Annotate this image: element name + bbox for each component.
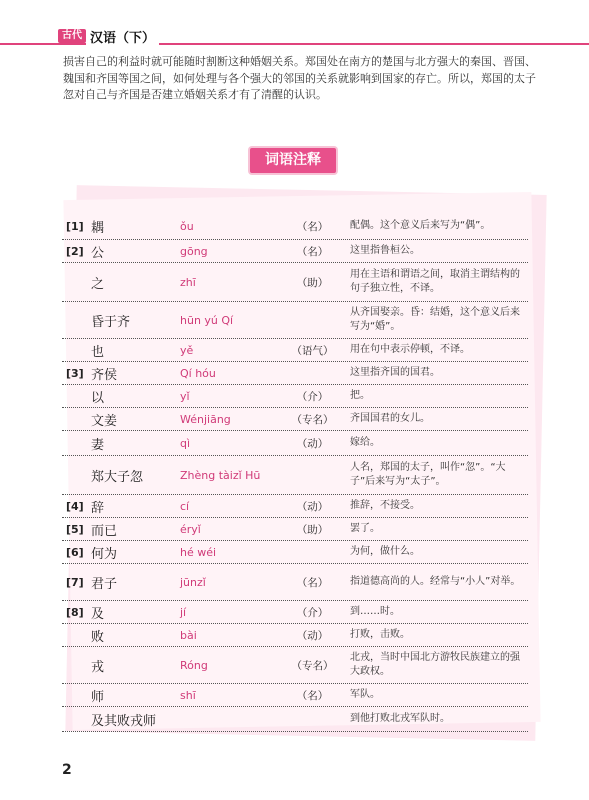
vocab-table [62,213,528,732]
vocab-word: 齐侯 [91,367,118,383]
vocab-row [62,518,528,541]
intro-paragraph [63,54,541,104]
vocab-word: 而已 [91,523,118,539]
vocab-definition: 嫁给。 [350,437,380,448]
vocab-definition: 把。 [350,390,370,401]
intro-line: 损害自己的利益时就可能随时割断这种婚姻关系。郑国处在南方的楚国与北方强大的秦国、晋国、 [63,55,536,68]
vocab-pinyin: qì [180,436,191,450]
vocab-pinyin: bài [180,628,197,642]
vocab-part-of-speech: （名） [296,220,329,233]
vocab-definition: 军队。 [350,689,380,700]
vocab-section-title: 词语注释 [250,148,336,173]
vocab-part-of-speech: （名） [296,245,329,258]
vocab-definition: 这里指鲁桓公。 [350,245,420,256]
vocab-pinyin: zhī [180,275,196,289]
vocab-word: 以 [91,390,105,406]
vocab-part-of-speech: （名） [296,689,329,702]
vocab-definition: 从齐国娶亲。昏：结婚，这个意义后来写为“婚”。 [350,307,520,332]
vocab-number: [6] [66,545,84,559]
vocab-word: 妻 [91,437,105,453]
vocab-number: [7] [66,575,84,589]
vocab-word: 师 [91,689,105,705]
vocab-word: 耦 [91,220,105,236]
running-header [0,30,589,47]
vocab-number: [3] [66,366,84,380]
vocab-pinyin: hūn yú Qí [180,313,234,327]
vocab-number: [1] [66,219,84,233]
vocab-row [62,362,528,385]
vocab-definition: 打败，击败。 [350,629,410,640]
vocab-row [62,408,528,431]
vocab-pinyin: éryǐ [180,522,201,536]
vocab-word: 郑大子忽 [91,469,144,485]
vocab-definition: 为何，做什么。 [350,546,420,557]
vocab-pinyin: yǐ [180,389,190,403]
vocab-word: 君子 [91,576,118,592]
vocab-word: 戎 [91,659,105,675]
vocab-part-of-speech: （介） [296,390,329,403]
vocab-part-of-speech: （专名） [291,659,334,672]
intro-line: 忽对自己与齐国是否建立婚姻关系才有了清醒的认识。 [63,88,327,101]
vocab-part-of-speech: （动） [296,629,329,642]
vocab-pinyin: yě [180,343,194,357]
vocab-row [62,495,528,518]
vocab-pinyin: jūnzǐ [180,575,206,589]
vocab-row [62,456,528,495]
vocab-definition: 这里指齐国的国君。 [350,367,440,378]
header-badge: 古代 [58,29,86,43]
vocab-word: 文姜 [91,413,118,429]
vocab-pinyin: cí [180,499,190,513]
vocab-word: 及 [91,606,105,622]
vocab-word: 辞 [91,500,105,516]
vocab-pinyin: ǒu [180,219,194,233]
intro-line: 魏国和齐国等国之间，如何处理与各个强大的邻国的关系就影响到国家的存亡。所以，郑国的太子 [63,71,536,85]
vocab-definition: 配偶。这个意义后来写为“偶”。 [350,220,491,231]
vocab-word: 何为 [91,546,118,562]
vocab-word: 公 [91,245,105,261]
vocab-word: 昏于齐 [91,314,131,330]
vocab-part-of-speech: （动） [296,437,329,450]
vocab-definition: 人名，郑国的太子，叫作“忽”。“大子”后来写为“太子”。 [350,462,506,487]
vocab-pinyin: Qí hóu [180,366,216,380]
vocab-row [62,684,528,707]
vocab-row [62,263,528,302]
vocab-definition: 齐国国君的女儿。 [350,413,430,424]
header-title: 汉语（下） [86,27,159,46]
vocab-word: 之 [91,276,105,292]
vocab-pinyin: Róng [180,658,208,672]
vocab-number: [5] [66,522,84,536]
vocab-word: 及其败戎师 [91,713,157,729]
vocab-definition: 罢了。 [350,523,380,534]
vocab-pinyin: shī [180,688,196,702]
vocab-row [62,707,528,732]
vocab-part-of-speech: （语气） [291,344,334,357]
vocab-row [62,339,528,362]
vocab-row [62,647,528,684]
vocab-part-of-speech: （专名） [291,413,334,426]
vocab-pinyin: hé wéi [180,545,217,559]
vocab-pinyin: Wénjiāng [180,412,231,426]
vocab-part-of-speech: （介） [296,606,329,619]
vocab-definition: 到他打败北戎军队时。 [350,713,450,724]
vocab-word: 也 [91,344,105,360]
vocab-row [62,302,528,339]
vocab-word: 败 [91,629,105,645]
vocab-row [62,601,528,624]
vocab-definition: 推辞，不接受。 [350,500,420,511]
vocab-row [62,564,528,601]
vocab-definition: 北戎，当时中国北方游牧民族建立的强大政权。 [350,652,520,677]
vocab-part-of-speech: （助） [296,523,329,536]
vocab-part-of-speech: （动） [296,500,329,513]
vocab-number: [4] [66,499,84,513]
vocab-pinyin: gōng [180,244,208,258]
vocab-pinyin: jí [180,605,187,619]
vocab-definition: 用在句中表示停顿，不译。 [350,344,470,355]
vocab-definition: 指道德高尚的人。经常与“小人”对举。 [350,576,521,587]
vocab-row [62,385,528,408]
vocab-row [62,431,528,456]
vocab-row [62,213,528,240]
page-number: 2 [62,762,72,778]
vocab-part-of-speech: （助） [296,276,329,289]
vocab-definition: 到……时。 [350,606,400,617]
vocab-row [62,240,528,263]
vocab-pinyin: Zhèng tàizǐ Hū [180,468,261,482]
vocab-row [62,624,528,647]
vocab-row [62,541,528,564]
vocab-part-of-speech: （名） [296,576,329,589]
vocab-definition: 用在主语和谓语之间，取消主谓结构的句子独立性，不译。 [350,269,520,294]
vocab-number: [8] [66,605,84,619]
vocab-number: [2] [66,244,84,258]
